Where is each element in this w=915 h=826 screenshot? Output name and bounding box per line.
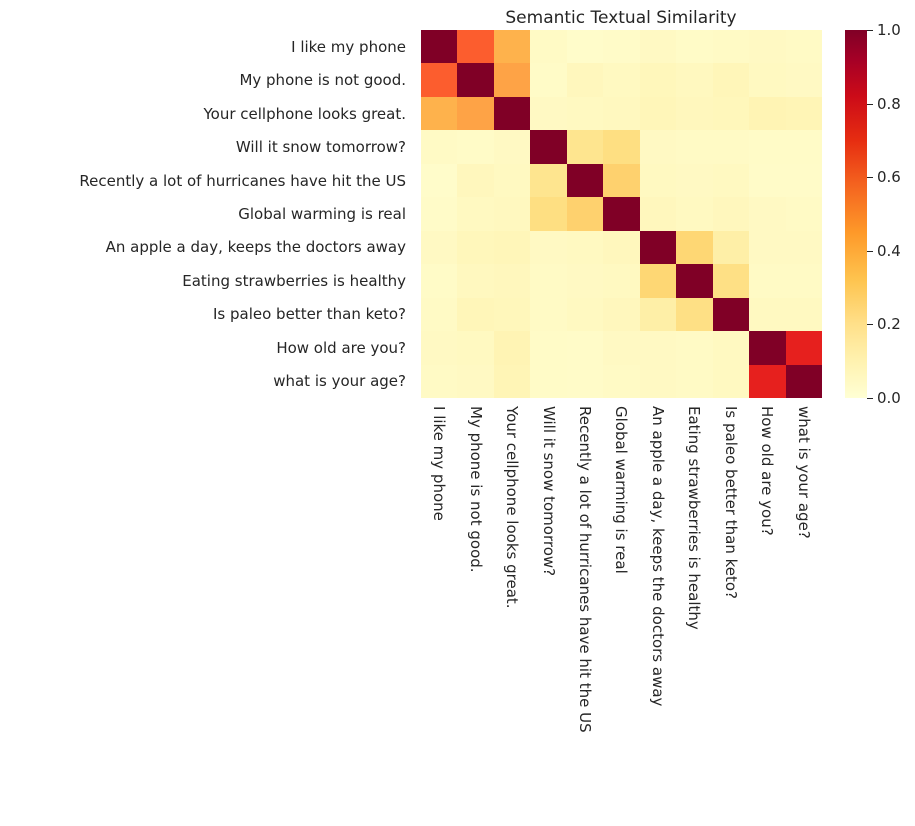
heatmap-cell xyxy=(457,231,493,264)
x-tick-label: My phone is not good. xyxy=(466,406,485,573)
heatmap-cell xyxy=(457,365,493,398)
x-tick-label: Is paleo better than keto? xyxy=(721,406,740,599)
colorbar-tick-label: 1.0 xyxy=(877,21,901,39)
heatmap-cell xyxy=(640,298,676,331)
y-tick-label: Will it snow tomorrow? xyxy=(235,138,406,157)
y-tick-label: How old are you? xyxy=(276,338,406,357)
x-tick-slot xyxy=(457,398,493,818)
colorbar-tick xyxy=(867,324,873,325)
heatmap-cell xyxy=(786,197,822,230)
x-tick-slot xyxy=(421,398,457,818)
heatmap-cell xyxy=(676,264,712,297)
heatmap-cell xyxy=(603,130,639,163)
heatmap-cell xyxy=(713,231,749,264)
heatmap-cell xyxy=(786,164,822,197)
x-tick-slot xyxy=(749,398,785,818)
heatmap-cell xyxy=(713,63,749,96)
y-tick-label: Your cellphone looks great. xyxy=(203,104,406,123)
heatmap-cell xyxy=(567,331,603,364)
heatmap-cell xyxy=(567,264,603,297)
y-tick-label: what is your age? xyxy=(273,372,406,391)
colorbar-tick xyxy=(867,104,873,105)
colorbar-tick xyxy=(867,30,873,31)
colorbar-tick-label: 0.2 xyxy=(877,315,901,334)
y-tick-label: I like my phone xyxy=(291,37,406,56)
x-tick-slot xyxy=(530,398,566,818)
heatmap-cell xyxy=(786,97,822,130)
x-tick-slot xyxy=(786,398,822,818)
heatmap-cell xyxy=(421,63,457,96)
heatmap-cell xyxy=(640,197,676,230)
heatmap-cell xyxy=(494,264,530,297)
heatmap-cell xyxy=(749,197,785,230)
heatmap-cell xyxy=(457,130,493,163)
x-tick-slot xyxy=(494,398,530,818)
heatmap-cell xyxy=(530,130,566,163)
heatmap-cell xyxy=(421,365,457,398)
heatmap-cell xyxy=(494,197,530,230)
heatmap-cell xyxy=(749,298,785,331)
heatmap-cell xyxy=(676,197,712,230)
x-tick-slot xyxy=(567,398,603,818)
heatmap-cell xyxy=(676,30,712,63)
heatmap-cell xyxy=(421,298,457,331)
y-tick-label: Global warming is real xyxy=(238,204,406,223)
heatmap-cell xyxy=(786,63,822,96)
heatmap-cell xyxy=(713,130,749,163)
heatmap-cell xyxy=(713,30,749,63)
heatmap-cell xyxy=(457,63,493,96)
heatmap-cell xyxy=(749,331,785,364)
heatmap-cell xyxy=(494,97,530,130)
heatmap-cell xyxy=(603,63,639,96)
heatmap-cell xyxy=(676,365,712,398)
heatmap-cell xyxy=(494,30,530,63)
heatmap-cell xyxy=(530,231,566,264)
heatmap-cell xyxy=(567,197,603,230)
heatmap-cell xyxy=(603,164,639,197)
heatmap-cell xyxy=(494,331,530,364)
heatmap-cell xyxy=(676,130,712,163)
heatmap-cell xyxy=(457,298,493,331)
heatmap-cell xyxy=(457,97,493,130)
heatmap-cell xyxy=(494,231,530,264)
heatmap-cell xyxy=(457,264,493,297)
page-title: Semantic Textual Similarity xyxy=(505,8,737,28)
heatmap-cell xyxy=(713,298,749,331)
heatmap-grid xyxy=(421,30,822,398)
heatmap-cell xyxy=(749,130,785,163)
x-tick-label: I like my phone xyxy=(430,406,449,521)
heatmap-cell xyxy=(421,97,457,130)
heatmap-cell xyxy=(567,231,603,264)
heatmap-cell xyxy=(676,97,712,130)
heatmap-cell xyxy=(640,164,676,197)
heatmap-cell xyxy=(603,264,639,297)
heatmap-cell xyxy=(786,130,822,163)
heatmap-cell xyxy=(713,97,749,130)
y-tick-label: Recently a lot of hurricanes have hit the US xyxy=(79,171,406,190)
heatmap-cell xyxy=(786,365,822,398)
heatmap-cell xyxy=(603,298,639,331)
y-tick-label: An apple a day, keeps the doctors away xyxy=(105,238,406,257)
heatmap-cell xyxy=(530,164,566,197)
colorbar-tick xyxy=(867,398,873,399)
heatmap-cell xyxy=(567,30,603,63)
heatmap-cell xyxy=(567,63,603,96)
heatmap-cell xyxy=(530,97,566,130)
colorbar xyxy=(845,21,909,407)
heatmap-cell xyxy=(749,264,785,297)
heatmap-cell xyxy=(640,365,676,398)
heatmap-cell xyxy=(567,164,603,197)
heatmap-cell xyxy=(457,331,493,364)
heatmap-cell xyxy=(749,365,785,398)
heatmap-cell xyxy=(603,365,639,398)
heatmap-cell xyxy=(457,30,493,63)
x-axis-tick-labels xyxy=(421,398,822,818)
heatmap-cell xyxy=(603,331,639,364)
heatmap-cell xyxy=(640,30,676,63)
heatmap-cell xyxy=(603,197,639,230)
y-axis-tick-labels xyxy=(0,30,414,398)
heatmap-cell xyxy=(640,130,676,163)
heatmap-cell xyxy=(786,231,822,264)
colorbar-tick-label: 0.0 xyxy=(877,389,901,407)
heatmap-cell xyxy=(530,365,566,398)
heatmap-cell xyxy=(603,231,639,264)
heatmap-cell xyxy=(421,30,457,63)
heatmap-cell xyxy=(640,331,676,364)
heatmap-cell xyxy=(640,231,676,264)
heatmap-cell xyxy=(749,30,785,63)
heatmap-cell xyxy=(640,97,676,130)
heatmap-cell xyxy=(713,197,749,230)
colorbar-tick xyxy=(867,177,873,178)
colorbar-tick-label: 0.4 xyxy=(877,241,901,260)
x-tick-label: How old are you? xyxy=(758,406,777,536)
heatmap-cell xyxy=(640,63,676,96)
x-tick-slot xyxy=(713,398,749,818)
heatmap-cell xyxy=(676,63,712,96)
heatmap-cell xyxy=(494,164,530,197)
heatmap-cell xyxy=(713,331,749,364)
heatmap-cell xyxy=(421,264,457,297)
heatmap-cell xyxy=(603,30,639,63)
heatmap-cell xyxy=(494,365,530,398)
heatmap-cell xyxy=(676,331,712,364)
heatmap-cell xyxy=(530,331,566,364)
heatmap-cell xyxy=(530,197,566,230)
heatmap-cell xyxy=(749,231,785,264)
y-tick-label: Eating strawberries is healthy xyxy=(182,271,406,290)
heatmap-cell xyxy=(749,97,785,130)
heatmap-cell xyxy=(530,298,566,331)
heatmap-cell xyxy=(457,164,493,197)
heatmap-cell xyxy=(494,298,530,331)
x-tick-slot xyxy=(676,398,712,818)
heatmap-cell xyxy=(421,331,457,364)
heatmap-cell xyxy=(786,264,822,297)
heatmap-cell xyxy=(749,164,785,197)
colorbar-tick-label: 0.6 xyxy=(877,168,901,187)
x-tick-label: Eating strawberries is healthy xyxy=(685,406,704,630)
heatmap-cell xyxy=(421,197,457,230)
heatmap-cell xyxy=(786,331,822,364)
heatmap-cell xyxy=(494,63,530,96)
heatmap-cell xyxy=(749,63,785,96)
heatmap-cell xyxy=(530,30,566,63)
heatmap-cell xyxy=(603,97,639,130)
heatmap-cell xyxy=(457,197,493,230)
heatmap-cell xyxy=(640,264,676,297)
heatmap-cell xyxy=(786,30,822,63)
y-tick-label: My phone is not good. xyxy=(239,71,406,90)
heatmap-cell xyxy=(421,231,457,264)
heatmap-cell xyxy=(567,97,603,130)
x-tick-label: what is your age? xyxy=(794,406,813,539)
heatmap-cell xyxy=(567,365,603,398)
heatmap-cell xyxy=(676,164,712,197)
heatmap-cell xyxy=(494,130,530,163)
colorbar-gradient xyxy=(845,30,867,398)
heatmap-cell xyxy=(421,164,457,197)
heatmap-cell xyxy=(676,298,712,331)
heatmap-cell xyxy=(530,264,566,297)
heatmap-cell xyxy=(713,365,749,398)
heatmap-cell xyxy=(676,231,712,264)
x-tick-label: Global warming is real xyxy=(612,406,631,574)
y-tick-label: Is paleo better than keto? xyxy=(213,305,406,324)
x-tick-label: Will it snow tomorrow? xyxy=(539,406,558,577)
heatmap-cell xyxy=(713,264,749,297)
x-tick-slot xyxy=(603,398,639,818)
x-tick-label: Recently a lot of hurricanes have hit the US xyxy=(576,406,595,733)
heatmap-cell xyxy=(567,130,603,163)
colorbar-tick xyxy=(867,251,873,252)
heatmap-cell xyxy=(530,63,566,96)
colorbar-tick-label: 0.8 xyxy=(877,94,901,113)
heatmap-cell xyxy=(713,164,749,197)
x-tick-label: An apple a day, keeps the doctors away xyxy=(648,406,667,707)
x-tick-slot xyxy=(640,398,676,818)
x-tick-label: Your cellphone looks great. xyxy=(503,406,522,609)
heatmap-cell xyxy=(786,298,822,331)
heatmap-cell xyxy=(421,130,457,163)
heatmap-cell xyxy=(567,298,603,331)
heatmap-plot-area xyxy=(421,30,822,398)
